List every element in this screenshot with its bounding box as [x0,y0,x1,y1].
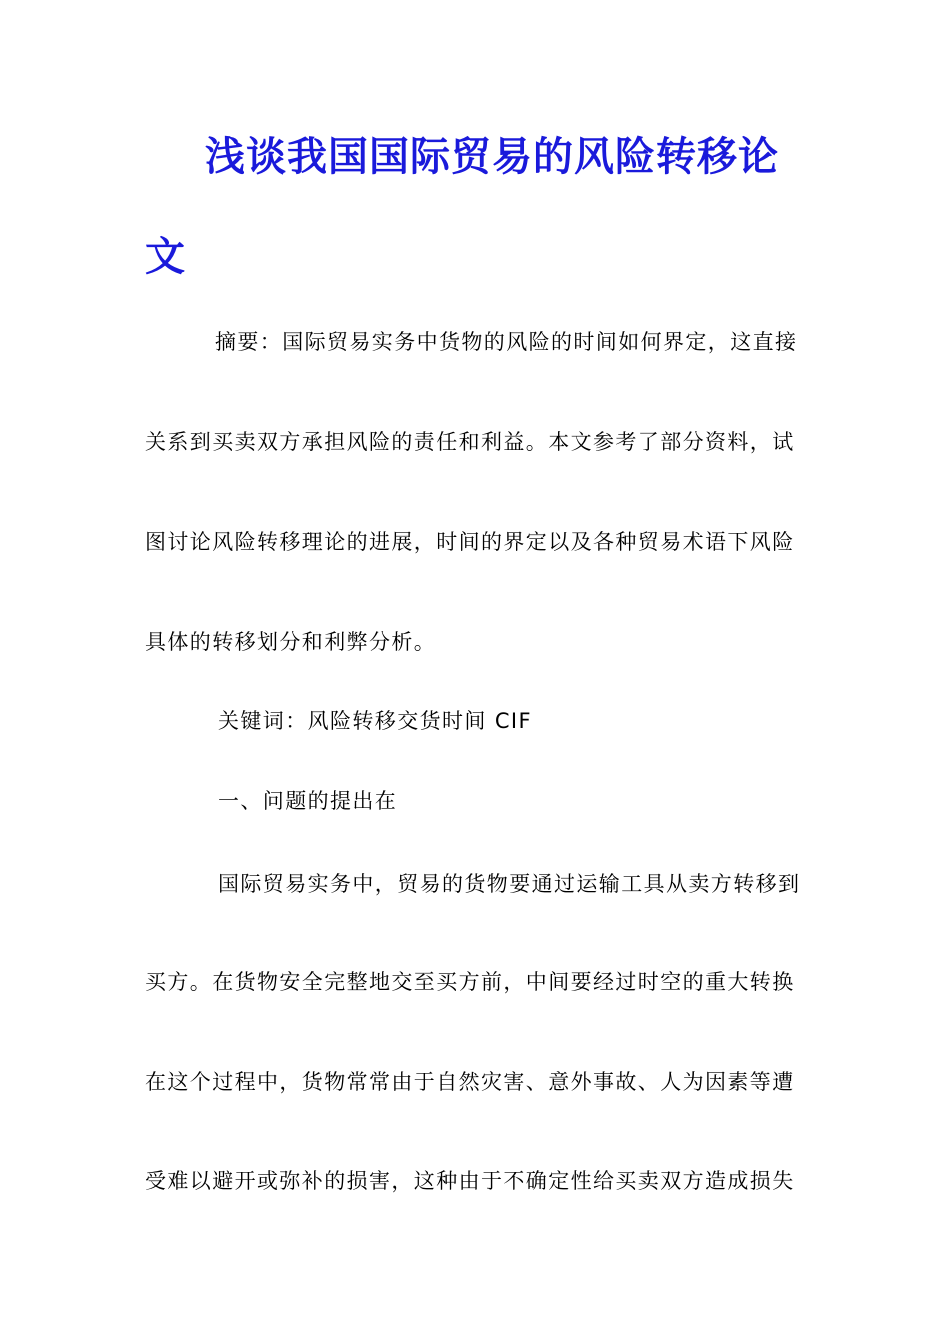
title-line-1: 浅谈我国国际贸易的风险转移论 [205,133,779,180]
abstract-line-2: 关系到买卖双方承担风险的责任和利益。本文参考了部分资料，试 [145,430,795,454]
body-line-3: 在这个过程中，货物常常由于自然灾害、意外事故、人为因素等遭 [145,1070,795,1094]
abstract-line-1: 摘要：国际贸易实务中货物的风险的时间如何界定，这直接 [215,330,798,354]
title-line-2: 文 [145,233,186,280]
abstract-line-3: 图讨论风险转移理论的进展，时间的界定以及各种贸易术语下风险 [145,530,795,554]
abstract-line-4: 具体的转移划分和利弊分析。 [145,630,437,654]
body-line-1: 国际贸易实务中，贸易的货物要通过运输工具从卖方转移到 [218,872,801,896]
body-line-2: 买方。在货物安全完整地交至买方前，中间要经过时空的重大转换 [145,970,795,994]
body-line-4: 受难以避开或弥补的损害，这种由于不确定性给买卖双方造成损失 [145,1169,795,1193]
section-heading: 一、问题的提出在 [218,789,398,813]
keywords-line: 关键词：风险转移交货时间 CIF [218,709,533,733]
